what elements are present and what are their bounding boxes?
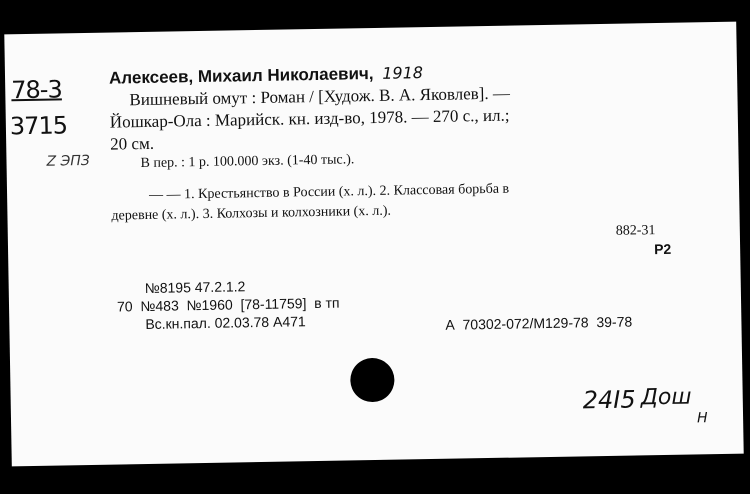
- author-name: Алексеев, Михаил Николаевич,: [108, 63, 374, 88]
- class-code-1: 882-31: [615, 223, 656, 239]
- registry-line-3: Вс.кн.пал. 02.03.78 А471: [145, 313, 306, 333]
- title-statement: Вишневый омут : Роман / [Худож. В. А. Яковлев]. —: [129, 83, 511, 110]
- physical-size: 20 см.: [110, 133, 155, 154]
- author-heading: [109, 63, 423, 88]
- catalog-card: [4, 22, 743, 467]
- call-number-bottom: 3715: [9, 111, 68, 141]
- call-number-note: Z ЭПЗ: [46, 152, 90, 170]
- index-line: А 70302-072/М129-78 39-78: [445, 313, 633, 333]
- handwritten-number: 24I5: [582, 385, 636, 415]
- subjects-line-1: — — 1. Крестьянство в России (х. л.). 2. Классовая борьба в: [148, 181, 510, 203]
- registry-line-1: №8195 47.2.1.2: [144, 278, 246, 297]
- call-number-top: 78-3: [11, 75, 62, 105]
- class-code-2: Р2: [653, 240, 672, 258]
- registry-line-2: 70 №483 №1960 [78-11759] в тп: [116, 294, 340, 315]
- handwritten-signature: Дош: [640, 384, 692, 411]
- publication-statement: Йошкар-Ола : Марийск. кн. изд-во, 1978. — 270 с., ил.;: [109, 105, 510, 132]
- subjects-line-2: деревне (х. л.). 3. Колхозы и колхозники (х. л.).: [111, 203, 392, 224]
- price-statement: В пер. : 1 р. 100.000 экз. (1-40 тыс.).: [140, 152, 355, 172]
- punch-hole: [350, 358, 395, 403]
- author-year-handwritten: 1918: [382, 63, 424, 83]
- handwritten-mark: Н: [696, 410, 708, 427]
